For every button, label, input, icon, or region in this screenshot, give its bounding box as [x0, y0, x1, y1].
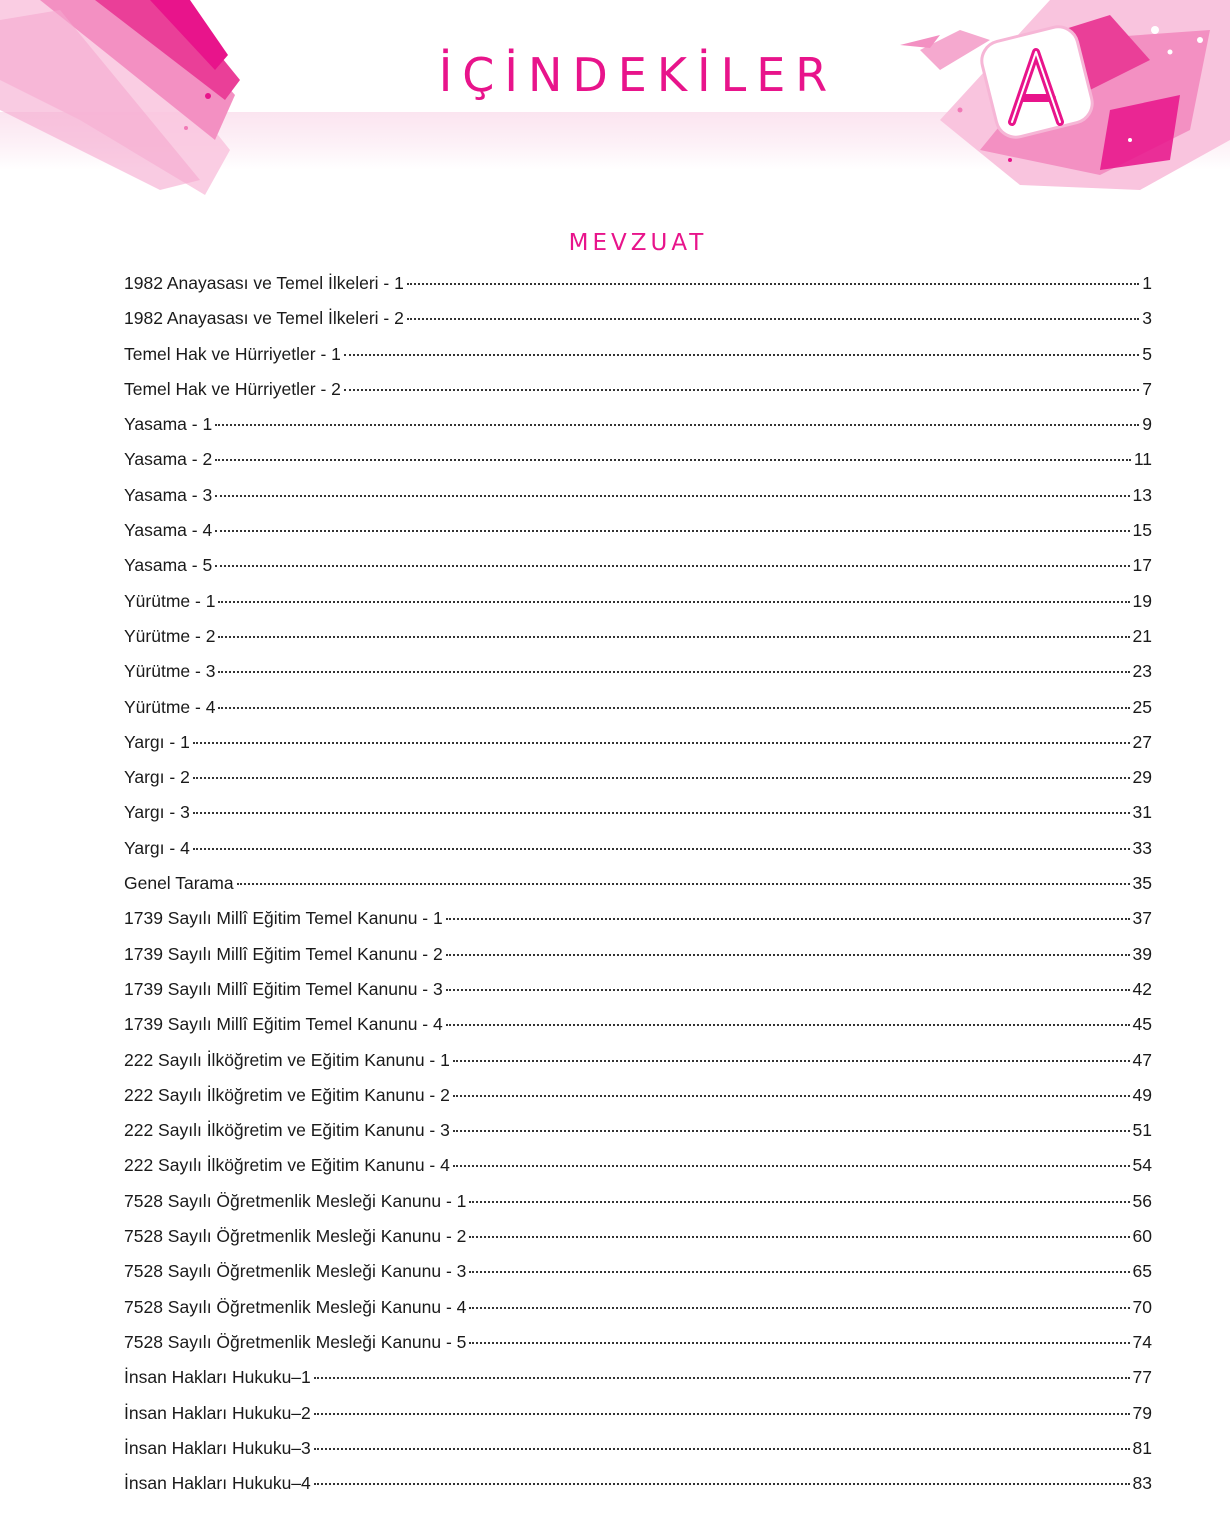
section-title: MEVZUAT [568, 230, 708, 256]
dot-leader [407, 318, 1139, 320]
dot-leader [314, 1448, 1130, 1450]
toc-entry-page: 37 [1132, 908, 1152, 929]
toc-entry[interactable] [124, 513, 1152, 548]
toc-entry[interactable] [124, 1254, 1152, 1289]
toc-entry-title: 1982 Anayasası ve Temel İlkeleri - 2 [124, 308, 404, 329]
toc-entry-page: 23 [1132, 661, 1152, 682]
dot-leader [218, 636, 1129, 638]
toc-entry-title: 222 Sayılı İlköğretim ve Eğitim Kanunu - 3 [124, 1120, 450, 1141]
dot-leader [344, 389, 1139, 391]
toc-entry-title: 7528 Sayılı Öğretmenlik Mesleği Kanunu - 2 [124, 1226, 467, 1247]
toc-entry[interactable] [124, 548, 1152, 583]
toc-entry[interactable] [124, 1043, 1152, 1078]
toc-entry-page: 51 [1132, 1120, 1152, 1141]
toc-entry[interactable] [124, 725, 1152, 760]
dot-leader [215, 424, 1139, 426]
toc-entry-page: 19 [1132, 590, 1152, 611]
toc-entry-page: 45 [1132, 1014, 1152, 1035]
toc-entry[interactable] [124, 442, 1152, 477]
toc-entry[interactable] [124, 1431, 1152, 1466]
dot-leader [237, 883, 1130, 885]
toc-entry-page: 5 [1142, 343, 1152, 364]
dot-leader [446, 989, 1130, 991]
toc-entry-title: Yargı - 4 [124, 837, 190, 858]
dot-leader [215, 530, 1129, 532]
toc-entry-page: 79 [1132, 1402, 1152, 1423]
toc-entry-page: 54 [1132, 1155, 1152, 1176]
toc-entry-title: 222 Sayılı İlköğretim ve Eğitim Kanunu - 4 [124, 1155, 450, 1176]
dot-leader [469, 1201, 1129, 1203]
dot-leader [469, 1271, 1129, 1273]
toc-entry[interactable] [124, 1184, 1152, 1219]
dot-leader [344, 354, 1139, 356]
dot-leader [218, 707, 1129, 709]
toc-entry[interactable] [124, 654, 1152, 689]
toc-entry-title: İnsan Hakları Hukuku–4 [124, 1473, 311, 1494]
toc-entry-title: İnsan Hakları Hukuku–3 [124, 1437, 311, 1458]
toc-entry[interactable] [124, 1290, 1152, 1325]
dot-leader [193, 777, 1130, 779]
toc-entry-title: Yasama - 2 [124, 449, 213, 470]
toc-entry-page: 15 [1132, 520, 1152, 541]
dot-leader [314, 1483, 1130, 1485]
toc-entry-title: 1739 Sayılı Millî Eğitim Temel Kanunu - 4 [124, 1014, 443, 1035]
toc-entry-title: İnsan Hakları Hukuku–2 [124, 1402, 311, 1423]
toc-entry-title: 222 Sayılı İlköğretim ve Eğitim Kanunu - 2 [124, 1084, 450, 1105]
toc-entry[interactable] [124, 478, 1152, 513]
dot-leader [193, 742, 1130, 744]
page-title: İÇİNDEKİLER [438, 48, 838, 102]
toc-entry-title: 1739 Sayılı Millî Eğitim Temel Kanunu - 2 [124, 943, 443, 964]
toc-entry[interactable] [124, 866, 1152, 901]
toc-entry[interactable] [124, 831, 1152, 866]
toc-entry-page: 81 [1132, 1437, 1152, 1458]
toc-entry-title: Temel Hak ve Hürriyetler - 2 [124, 378, 341, 399]
toc-entry-title: Yürütme - 1 [124, 590, 216, 611]
toc-entry[interactable] [124, 1148, 1152, 1183]
toc-entry[interactable] [124, 619, 1152, 654]
toc-entry-title: Yargı - 3 [124, 802, 190, 823]
toc-entry-page: 29 [1132, 767, 1152, 788]
toc-entry-title: Yürütme - 3 [124, 661, 216, 682]
dot-leader [407, 283, 1139, 285]
toc-entry[interactable] [124, 407, 1152, 442]
table-of-contents [124, 266, 1152, 1501]
toc-entry[interactable] [124, 937, 1152, 972]
toc-entry-page: 11 [1133, 449, 1152, 470]
dot-leader [193, 848, 1130, 850]
toc-entry[interactable] [124, 1325, 1152, 1360]
dot-leader [446, 1024, 1130, 1026]
toc-entry-page: 49 [1132, 1084, 1152, 1105]
dot-leader [193, 812, 1130, 814]
dot-leader [469, 1236, 1129, 1238]
toc-entry-page: 27 [1132, 731, 1152, 752]
toc-entry-title: 7528 Sayılı Öğretmenlik Mesleği Kanunu - 4 [124, 1296, 467, 1317]
toc-entry[interactable] [124, 372, 1152, 407]
toc-entry[interactable] [124, 584, 1152, 619]
dot-leader [218, 601, 1129, 603]
dot-leader [314, 1377, 1130, 1379]
toc-entry-title: Yasama - 1 [124, 414, 213, 435]
toc-entry-title: Yargı - 2 [124, 767, 190, 788]
toc-entry-page: 47 [1132, 1049, 1152, 1070]
toc-entry-title: 7528 Sayılı Öğretmenlik Mesleği Kanunu - 1 [124, 1190, 467, 1211]
toc-entry[interactable] [124, 972, 1152, 1007]
toc-entry[interactable] [124, 337, 1152, 372]
toc-entry-page: 74 [1132, 1331, 1152, 1352]
toc-entry[interactable] [124, 1466, 1152, 1501]
dot-leader [453, 1130, 1130, 1132]
toc-entry-title: Temel Hak ve Hürriyetler - 1 [124, 343, 341, 364]
toc-entry[interactable] [124, 760, 1152, 795]
toc-entry-page: 21 [1132, 625, 1152, 646]
dot-leader [446, 954, 1130, 956]
toc-entry-title: Yargı - 1 [124, 731, 190, 752]
dot-leader [215, 459, 1131, 461]
toc-entry-page: 33 [1132, 837, 1152, 858]
toc-entry-title: 7528 Sayılı Öğretmenlik Mesleği Kanunu - 5 [124, 1331, 467, 1352]
dot-leader [469, 1307, 1129, 1309]
toc-entry-page: 1 [1142, 273, 1152, 293]
dot-leader [453, 1165, 1130, 1167]
toc-entry-title: Yürütme - 2 [124, 625, 216, 646]
toc-entry-page: 39 [1132, 943, 1152, 964]
toc-entry[interactable] [124, 795, 1152, 830]
toc-entry-page: 56 [1132, 1190, 1152, 1211]
toc-entry[interactable] [124, 1396, 1152, 1431]
toc-entry[interactable] [124, 1113, 1152, 1148]
toc-entry[interactable] [124, 1360, 1152, 1395]
toc-entry-page: 42 [1132, 978, 1152, 999]
dot-leader [453, 1095, 1130, 1097]
toc-entry-title: 222 Sayılı İlköğretim ve Eğitim Kanunu - 1 [124, 1049, 450, 1070]
toc-entry-page: 65 [1132, 1261, 1152, 1282]
toc-entry[interactable] [124, 1078, 1152, 1113]
dot-leader [446, 918, 1130, 920]
toc-entry-page: 70 [1132, 1296, 1152, 1317]
toc-entry-page: 9 [1142, 414, 1152, 435]
toc-entry-page: 83 [1132, 1473, 1152, 1494]
toc-entry-page: 60 [1132, 1226, 1152, 1247]
toc-entry-page: 35 [1132, 873, 1152, 894]
toc-entry-title: 1739 Sayılı Millî Eğitim Temel Kanunu - 1 [124, 908, 443, 929]
toc-entry-title: Yürütme - 4 [124, 696, 216, 717]
toc-entry-title: Yasama - 4 [124, 520, 213, 541]
toc-entry-page: 25 [1132, 696, 1152, 717]
toc-entry[interactable] [124, 690, 1152, 725]
dot-leader [215, 495, 1129, 497]
toc-entry[interactable] [124, 301, 1152, 336]
toc-entry[interactable] [124, 266, 1152, 301]
dot-leader [453, 1060, 1130, 1062]
toc-entry-page: 3 [1142, 308, 1152, 329]
toc-entry[interactable] [124, 1007, 1152, 1042]
toc-entry-page: 31 [1132, 802, 1152, 823]
toc-entry-title: Genel Tarama [124, 873, 234, 894]
dot-leader [218, 671, 1129, 673]
dot-leader [215, 565, 1129, 567]
toc-entry-title: Yasama - 3 [124, 484, 213, 505]
toc-entry-page: 13 [1132, 484, 1152, 505]
dot-leader [469, 1342, 1129, 1344]
toc-entry-page: 77 [1132, 1367, 1152, 1388]
toc-entry-title: Yasama - 5 [124, 555, 213, 576]
toc-entry[interactable] [124, 901, 1152, 936]
dot-leader [314, 1413, 1130, 1415]
toc-entry-title: 1739 Sayılı Millî Eğitim Temel Kanunu - 3 [124, 978, 443, 999]
toc-entry[interactable] [124, 1219, 1152, 1254]
toc-entry-page: 17 [1132, 555, 1152, 576]
toc-entry-title: İnsan Hakları Hukuku–1 [124, 1367, 311, 1388]
toc-entry-title: 7528 Sayılı Öğretmenlik Mesleği Kanunu - 3 [124, 1261, 467, 1282]
toc-entry-page: 7 [1142, 378, 1152, 399]
toc-entry-title: 1982 Anayasası ve Temel İlkeleri - 1 [124, 273, 404, 293]
